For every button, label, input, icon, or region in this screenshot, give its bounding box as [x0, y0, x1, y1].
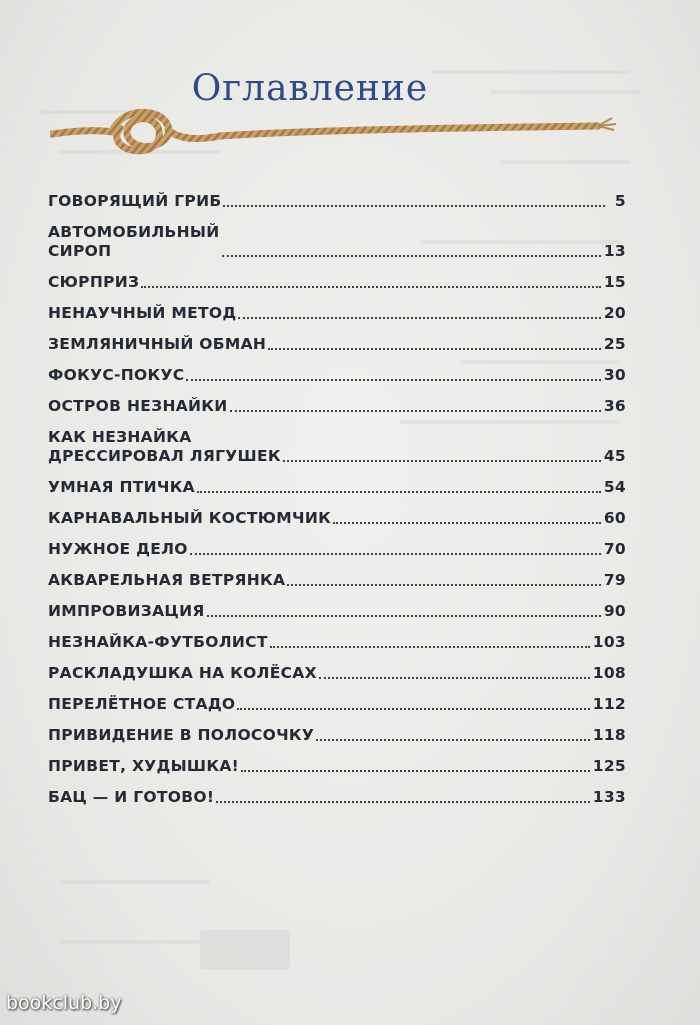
- toc-entry-page: 125: [592, 757, 626, 775]
- toc-entry[interactable]: [48, 509, 626, 528]
- toc-entry-title: СЮРПРИЗ: [48, 273, 140, 291]
- toc-entry-page: 25: [603, 335, 626, 353]
- dot-leader: [230, 409, 601, 412]
- toc-entry-page: 54: [603, 478, 626, 496]
- bleed-through-line: [500, 160, 630, 164]
- table-of-contents: [48, 192, 626, 819]
- toc-entry-page: 15: [603, 273, 626, 291]
- toc-entry[interactable]: [48, 478, 626, 497]
- dot-leader: [186, 378, 600, 381]
- toc-entry-page: 90: [603, 602, 626, 620]
- dot-leader: [141, 285, 600, 288]
- dot-leader: [223, 204, 605, 207]
- toc-entry-title: ИМПРОВИЗАЦИЯ: [48, 602, 205, 620]
- toc-entry-title: ЗЕМЛЯНИЧНЫЙ ОБМАН: [48, 335, 267, 353]
- bleed-through-line: [60, 940, 200, 944]
- dot-leader: [319, 676, 590, 679]
- toc-entry-page: 103: [592, 633, 626, 651]
- page-title: Оглавление: [191, 68, 429, 109]
- toc-entry-title: АВТОМОБИЛЬНЫЙ СИРОП: [48, 223, 220, 260]
- toc-entry[interactable]: [48, 428, 626, 466]
- toc-entry[interactable]: [48, 726, 626, 745]
- toc-entry-title: РАСКЛАДУШКА НА КОЛЁСАХ: [48, 664, 317, 682]
- toc-entry-title: ГОВОРЯЩИЙ ГРИБ: [48, 192, 222, 210]
- toc-entry-page: 45: [603, 447, 626, 465]
- dot-leader: [316, 738, 590, 741]
- toc-entry[interactable]: [48, 602, 626, 621]
- toc-entry[interactable]: [48, 335, 626, 354]
- toc-entry-page: 30: [603, 366, 626, 384]
- toc-entry-title: ОСТРОВ НЕЗНАЙКИ: [48, 397, 228, 415]
- toc-entry-title: ПРИВИДЕНИЕ В ПОЛОСОЧКУ: [48, 726, 315, 744]
- toc-entry-page: 20: [603, 304, 626, 322]
- toc-entry[interactable]: [48, 757, 626, 776]
- toc-entry-title: АКВАРЕЛЬНАЯ ВЕТРЯНКА: [48, 571, 286, 589]
- toc-entry-title: НЕЗНАЙКА-ФУТБОЛИСТ: [48, 633, 268, 651]
- toc-entry-page: 13: [603, 242, 626, 260]
- toc-entry[interactable]: [48, 223, 626, 261]
- toc-entry-title: БАЦ — И ГОТОВО!: [48, 788, 215, 806]
- toc-entry-title: НУЖНОЕ ДЕЛО: [48, 540, 188, 558]
- watermark: bookclub.by: [6, 992, 122, 1014]
- toc-entry[interactable]: [48, 571, 626, 590]
- toc-entry-page: 118: [592, 726, 626, 744]
- toc-entry[interactable]: [48, 273, 626, 292]
- toc-entry-title: КАРНАВАЛЬНЫЙ КОСТЮМЧИК: [48, 509, 332, 527]
- dot-leader: [241, 769, 590, 772]
- dot-leader: [283, 459, 601, 462]
- toc-entry-title: КАК НЕЗНАЙКА ДРЕССИРОВАЛ ЛЯГУШЕК: [48, 428, 281, 465]
- dot-leader: [238, 316, 600, 319]
- toc-entry[interactable]: [48, 633, 626, 652]
- toc-entry-page: 108: [592, 664, 626, 682]
- toc-entry-page: 60: [603, 509, 626, 527]
- toc-entry[interactable]: [48, 664, 626, 683]
- toc-entry-page: 36: [603, 397, 626, 415]
- dot-leader: [333, 521, 601, 524]
- toc-entry-page: 70: [603, 540, 626, 558]
- toc-entry-page: 79: [603, 571, 626, 589]
- dot-leader: [237, 707, 589, 710]
- toc-entry-title: ПРИВЕТ, ХУДЫШКА!: [48, 757, 240, 775]
- toc-entry[interactable]: [48, 540, 626, 559]
- toc-entry-page: 133: [592, 788, 626, 806]
- toc-entry[interactable]: [48, 695, 626, 714]
- toc-entry[interactable]: [48, 192, 626, 211]
- toc-entry-page: 112: [592, 695, 626, 713]
- toc-entry-page: 5: [614, 192, 626, 210]
- dot-leader: [222, 254, 601, 257]
- toc-entry-title: УМНАЯ ПТИЧКА: [48, 478, 195, 496]
- dot-leader: [190, 552, 601, 555]
- toc-entry[interactable]: [48, 788, 626, 807]
- toc-entry[interactable]: [48, 304, 626, 323]
- toc-entry-title: НЕНАУЧНЫЙ МЕТОД: [48, 304, 237, 322]
- dot-leader: [207, 614, 601, 617]
- toc-entry-title: ФОКУС-ПОКУС: [48, 366, 185, 384]
- toc-entry-title: ПЕРЕЛЁТНОЕ СТАДО: [48, 695, 236, 713]
- toc-entry[interactable]: [48, 366, 626, 385]
- dot-leader: [287, 583, 601, 586]
- toc-entry[interactable]: [48, 397, 626, 416]
- rope-knot-ornament-icon: [50, 100, 620, 160]
- bleed-through-line: [60, 880, 210, 884]
- bleed-through-block: [200, 930, 290, 970]
- dot-leader: [216, 800, 590, 803]
- dot-leader: [270, 645, 590, 648]
- dot-leader: [197, 490, 601, 493]
- dot-leader: [268, 347, 601, 350]
